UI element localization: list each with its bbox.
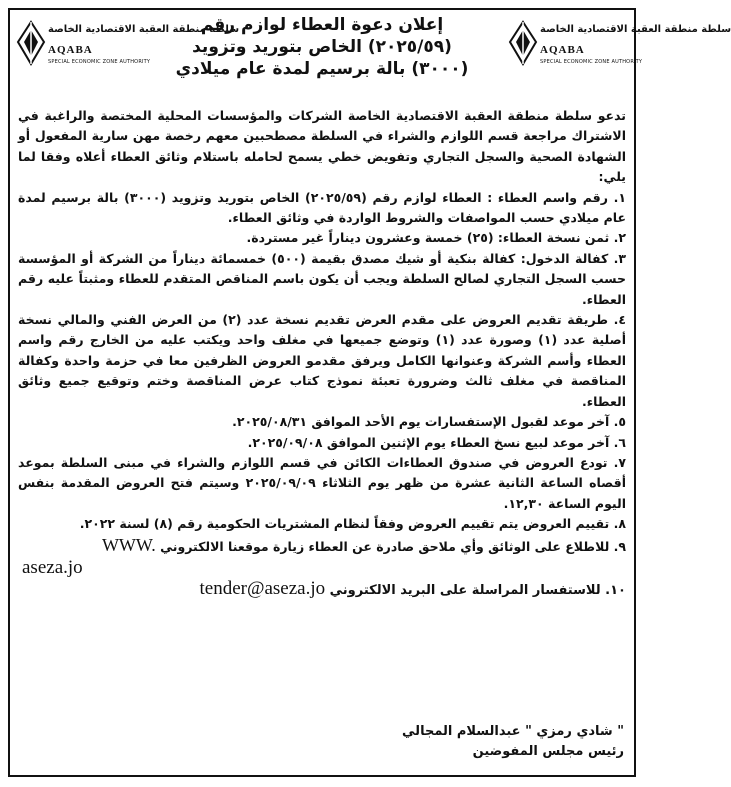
item-8: ٨. تقييم العروض يتم تقييم العروض وفقاً لنظام المشتريات الحكومية رقم (٨) لسنة ٢٠٢٢.	[79, 516, 626, 532]
item-10-text: ١٠. للاستفسار المراسلة على البريد الالكتروني	[329, 582, 626, 598]
logo-sub-en: SPECIAL ECONOMIC ZONE AUTHORITY	[48, 59, 151, 65]
header	[10, 10, 731, 106]
item-4: ٤. طريقة تقديم العروض على مقدم العرض تقديم نسخة عدد (٢) من العرض الفني والمالي نسخة أصلية عدد (١) وصورة عدد (١) وتوضع جميعها في مغلف واحد ويكتب عليه من الخارج رقم واسم العطاء وأسم الشركة وعنوانها الكامل ويرفق مقدمو العروض الظرفين معا في حزمة واحدة وكفالة المناقصة في مغلف ثالث وضرورة تعبئة نموذج كتاب عرض المناقصة وختم وتوقيع جميع وثائق العطاء.	[18, 312, 626, 409]
logo-name-ar: سلطة منطقة العقبة الاقتصادية الخاصة	[540, 24, 731, 35]
signature-block	[402, 722, 624, 762]
tender-announcement	[8, 8, 731, 777]
website-domain[interactable]: aseza.jo	[22, 556, 83, 578]
title-line-2: (٢٠٢٥/٥٩) الخاص بتوريد وتزويد	[192, 37, 452, 57]
item-1: ١. رقم واسم العطاء : العطاء لوازم رقم (٢٠٢٥/٥٩) الخاص بتوريد وتزويد (٣٠٠٠) بالة برسيم لمدة عام ميلادي حسب المواصفات والشروط الواردة في وثائق العطاء.	[18, 189, 626, 226]
announcement-body	[18, 106, 626, 601]
intro-paragraph: تدعو سلطة منطقة العقبة الاقتصادية الخاصة الشركات والمؤسسات المحلية المختصة والراغبة في الاشتراك مراجعة قسم اللوازم والشراء في السلطة مصطحبين معهم رخصة مهن سارية المفعول أو الشهادة الصحية والسجل التجاري وتفويض خطي يسمح لحامله باستلام وثائق العطاء أعلاه وفقا لما يلي:	[18, 108, 626, 185]
title-line-1: إعلان دعوة العطاء لوازم رقم	[200, 15, 444, 35]
item-10	[18, 579, 626, 601]
announcement-title	[140, 14, 504, 80]
signatory-name: " شادي رمزي " عبدالسلام المجالي	[402, 724, 624, 739]
title-line-3: (٣٠٠٠) بالة برسيم لمدة عام ميلادي	[175, 59, 469, 79]
logo-sub-en: SPECIAL ECONOMIC ZONE AUTHORITY	[540, 59, 643, 65]
logo-name-en: AQABA	[540, 44, 585, 56]
item-6: ٦. آخر موعد لبيع نسخ العطاء يوم الإثنين الموافق ٢٠٢٥/٠٩/٠٨.	[247, 434, 626, 450]
item-3: ٣. كفالة الدخول: كفالة بنكية أو شيك مصدق بقيمة (٥٠٠) خمسمائة ديناراً من الشركة أو المؤسسة حسب السجل التجاري لصالح السلطة ويجب أن يكون باسم المناقص المتقدم للعطاء ومثبتاً عليه رقم العطاء.	[18, 250, 627, 307]
aseza-emblem-icon	[508, 20, 538, 66]
logo-name-ar: سلطة منطقة العقبة الاقتصادية الخاصة	[48, 24, 240, 35]
item-9-text: ٩. للاطلاع على الوثائق وأي ملاحق صادرة عن العطاء زيارة موقعنا الالكتروني	[160, 538, 626, 554]
logo-name-en: AQABA	[48, 44, 93, 56]
aseza-emblem-icon	[16, 20, 46, 66]
item-2: ٢. ثمن نسخة العطاء: (٢٥) خمسة وعشرون ديناراً غير مستردة.	[246, 230, 626, 246]
website-prefix: WWW.	[101, 534, 156, 555]
item-5: ٥. آخر موعد لقبول الإستفسارات يوم الأحد الموافق ٢٠٢٥/٠٨/٣١.	[232, 414, 626, 430]
item-9	[18, 535, 626, 557]
signatory-title: رئيس مجلس المفوضين	[472, 744, 624, 759]
tender-email-link[interactable]: tender@aseza.jo	[199, 577, 326, 599]
aseza-logo-right	[508, 20, 731, 76]
aseza-logo-left	[16, 20, 240, 76]
item-7: ٧. تودع العروض في صندوق العطاءات الكائن في قسم اللوازم والشراء في مبنى السلطة بموعد أقصاه الساعة الثانية عشرة من ظهر يوم الثلاثاء ٢٠٢٥/٠٩/٠٩ وسيتم فتح العروض المقدمة بنفس اليوم الساعة ١٢,٣٠.	[18, 454, 626, 511]
